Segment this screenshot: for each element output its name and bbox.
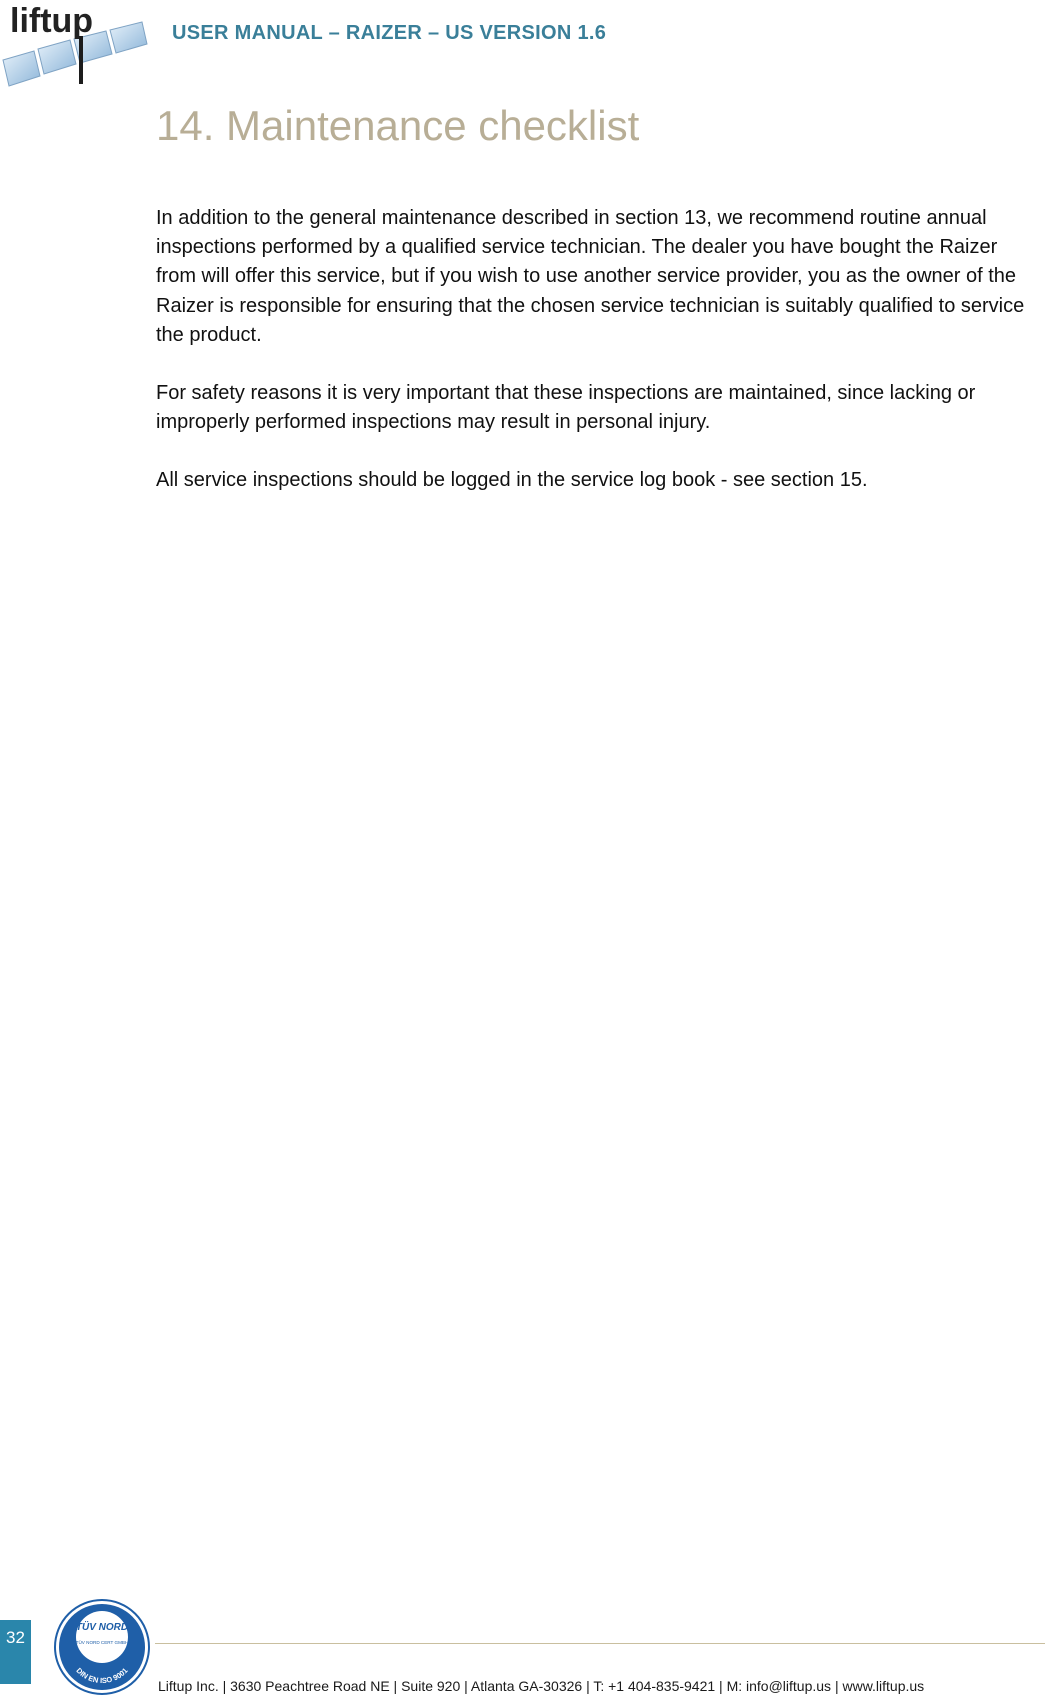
tuv-certification-seal-icon bbox=[52, 1597, 152, 1697]
section-heading: 14. Maintenance checklist bbox=[156, 102, 640, 149]
svg-text:TÜV NORD CERT GMBH: TÜV NORD CERT GMBH bbox=[75, 1640, 129, 1645]
body-paragraph: All service inspections should be logged in the service log book - see section 15. bbox=[156, 469, 868, 492]
footer-contact-info: Liftup Inc. | 3630 Peachtree Road NE | Suite 920 | Atlanta GA-30326 | T: +1 404-835-9421 | M: info@liftup.us | www.liftup.us bbox=[158, 1678, 925, 1694]
svg-text:DIN EN ISO 9001: DIN EN ISO 9001 bbox=[74, 1666, 130, 1686]
body-paragraph: In addition to the general maintenance described in section 13, we recommend routine annual inspections performed by a qualified service technician. The dealer you have bought the Raizer from will offer this service, but if you wish to use another service provider, you as the owner of the Raizer is responsible for ensuring that the chosen service technician is suitably qualified to service the product. bbox=[156, 207, 1025, 346]
svg-text:liftup: liftup bbox=[10, 2, 94, 40]
body-paragraph: For safety reasons it is very important that these inspections are maintained, since lacking or improperly performed inspections may result in personal injury. bbox=[156, 382, 976, 434]
section-body bbox=[156, 204, 1036, 525]
liftup-logo bbox=[0, 0, 150, 88]
svg-text:TÜV NORD: TÜV NORD bbox=[75, 1622, 129, 1633]
footer-divider bbox=[155, 1643, 1045, 1644]
document-header-title: USER MANUAL – RAIZER – US VERSION 1.6 bbox=[172, 22, 607, 44]
page-number: 32 bbox=[6, 1628, 25, 1647]
